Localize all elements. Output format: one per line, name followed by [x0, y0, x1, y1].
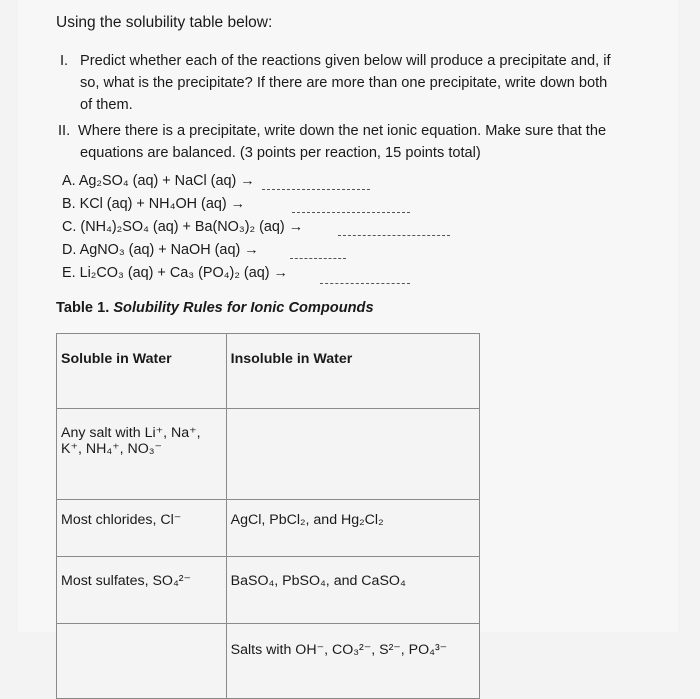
table-row [57, 409, 480, 500]
reaction-a-answer-blank[interactable] [262, 189, 370, 190]
question-2-number: II. [58, 123, 71, 139]
header-soluble: Soluble in Water [57, 334, 227, 409]
reaction-a [62, 173, 255, 189]
cell-insoluble: Salts with OH⁻, CO₃²⁻, S²⁻, PO₄³⁻ [226, 624, 479, 699]
cell-insoluble: BaSO₄, PbSO₄, and CaSO₄ [226, 557, 479, 624]
table-row [57, 500, 480, 557]
question-2 [60, 120, 660, 164]
cell-insoluble [226, 409, 479, 500]
question-1-number: I. [60, 53, 69, 69]
cell-soluble: Most sulfates, SO₄²⁻ [57, 557, 227, 624]
reaction-e-equation: Li₂CO₃ (aq) + Ca₃ (PO₄)₂ (aq) → [79, 265, 288, 281]
table-caption-prefix: Table 1. [56, 300, 110, 316]
question-1-line1: Predict whether each of the reactions given below will produce a precipitate and, if [80, 53, 611, 69]
reaction-e-label: E. [62, 265, 76, 281]
cell-soluble [57, 624, 227, 699]
reaction-d-answer-blank[interactable] [290, 258, 346, 259]
reaction-c [62, 219, 303, 235]
cell-soluble-line1: Any salt with Li⁺, Na⁺, [61, 425, 201, 441]
reaction-d-label: D. [62, 242, 77, 258]
reaction-d [62, 242, 259, 258]
question-2-line2: equations are balanced. (3 points per reaction, 15 points total) [80, 145, 481, 161]
reaction-a-equation: Ag₂SO₄ (aq) + NaCl (aq) → [78, 173, 255, 189]
table-row [57, 624, 480, 699]
table-header-row [57, 334, 480, 409]
table-row [57, 557, 480, 624]
reaction-b [62, 196, 245, 212]
question-2-line1: Where there is a precipitate, write down the net ionic equation. Make sure that the [78, 123, 607, 139]
question-1 [60, 50, 660, 116]
reaction-b-label: B. [62, 196, 76, 212]
table-caption [56, 300, 374, 316]
solubility-table [56, 333, 480, 699]
reaction-b-equation: KCl (aq) + NH₄OH (aq) → [79, 196, 246, 212]
question-1-line2: so, what is the precipitate? If there are more than one precipitate, write down both [80, 75, 608, 91]
table-caption-title: Solubility Rules for Ionic Compounds [113, 300, 374, 316]
cell-soluble [57, 409, 227, 500]
reaction-d-equation: AgNO₃ (aq) + NaOH (aq) → [79, 242, 259, 258]
question-1-line3: of them. [80, 97, 133, 113]
intro-text: Using the solubility table below: [56, 14, 273, 31]
cell-soluble: Most chlorides, Cl⁻ [57, 500, 227, 557]
reaction-c-label: C. [62, 219, 77, 235]
header-insoluble: Insoluble in Water [226, 334, 479, 409]
reaction-c-answer-blank[interactable] [338, 235, 450, 236]
reaction-b-answer-blank[interactable] [292, 212, 410, 213]
reaction-e [62, 265, 288, 281]
reaction-e-answer-blank[interactable] [320, 283, 410, 284]
reaction-a-label: A. [62, 173, 76, 189]
reaction-c-equation: (NH₄)₂SO₄ (aq) + Ba(NO₃)₂ (aq) → [80, 219, 304, 235]
cell-soluble-line2: K⁺, NH₄⁺, NO₃⁻ [61, 441, 163, 457]
cell-insoluble: AgCl, PbCl₂, and Hg₂Cl₂ [226, 500, 479, 557]
